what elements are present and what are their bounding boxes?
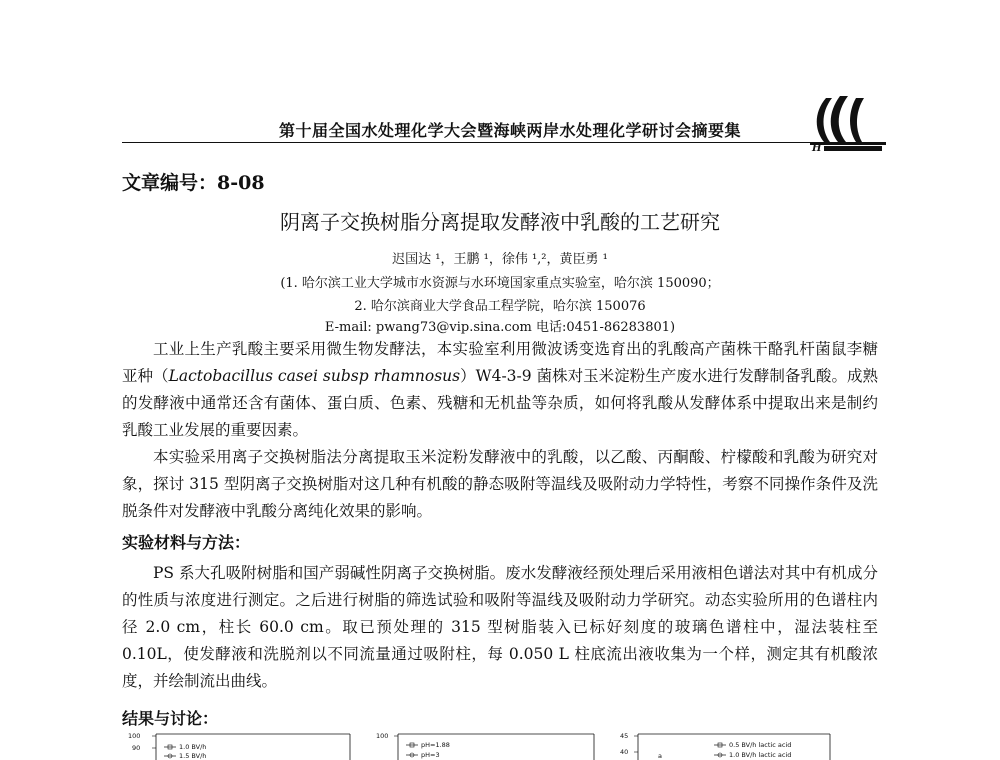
chart3-point-label: a [658,752,662,760]
header-rule [122,142,812,143]
chart2-ytick-label: 100 [376,732,389,740]
paragraph-intro [122,336,878,444]
chart1-ytick-label: 90 [132,744,141,752]
chart2-legend-label: pH=3 [421,751,440,759]
article-title: 阴离子交换树脂分离提取发酵液中乳酸的工艺研究 [280,210,720,234]
article-number: 文章编号：8-08 [122,172,265,194]
authors-line: 迟国达 ¹，王鹏 ¹，徐伟 ¹,²，黄臣勇 ¹ [392,252,608,267]
chart3-ytick-label: 40 [620,748,629,756]
chart1-svg [122,728,362,760]
paragraph-intro-part1: 工业上生产乳酸主要采用微生物发酵法，本实验室利用微波诱变选育出的乳酸高产菌株干酪乳杆菌鼠李糖亚种（ [122,340,878,385]
breakthrough-chart-flowrate [122,728,362,760]
breakthrough-chart-lactic-acid [612,728,834,760]
chart1-legend-label: 1.5 BV/h [179,752,207,760]
chart2-legend-label: pH=1.88 [421,741,450,749]
affiliation-2: 2. 哈尔滨商业大学食品工程学院，哈尔滨 150076 [354,299,646,314]
running-header-title: 第十届全国水处理化学大会暨海峡两岸水处理化学研讨会摘要集 [278,121,741,140]
chart1-legend-label: 1.0 BV/h [179,743,207,751]
chart3-svg [612,728,834,760]
heading-results: 结果与讨论： [122,709,219,728]
breakthrough-chart-ph [372,728,612,760]
chart3-ytick-label: 45 [620,732,629,740]
paragraph-methods: PS 系大孔吸附树脂和国产弱碱性阴离子交换树脂。废水发酵液经预处理后采用液相色谱法对其中有机成分的性质与浓度进行测定。之后进行树脂的筛选试验和吸附等温线及吸附动力学研究。动态实验所用的色谱柱内径 2.0 cm，柱长 60.0 cm。取已预处理的 315 型树脂装入已标好刻度的玻璃色谱柱中，湿法装柱至 0.10L，使发酵液和洗脱剂以不同流量通过吸附柱，每 0.050 L 柱底流出液收集为一个样，测定其有机酸浓度，并绘制流出曲线。 [122,564,878,690]
heading-methods: 实验材料与方法： [122,533,251,552]
affiliation-1: (1. 哈尔滨工业大学城市水资源与水环境国家重点实验室，哈尔滨 150090； [280,276,720,291]
chart3-legend-label: 1.0 BV/h lactic acid [729,751,792,759]
conference-logo [808,90,888,152]
paragraph-objective: 本实验采用离子交换树脂法分离提取玉米淀粉发酵液中的乳酸，以乙酸、丙酮酸、柠檬酸和乳酸为研究对象，探讨 315 型阴离子交换树脂对这几种有机酸的静态吸附等温线及吸附动力学特性，考察不同操作条件及洗脱条件对发酵液中乳酸分离纯化效果的影响。 [122,448,878,520]
paragraph-intro-part2: ）W4-3-9 菌株对玉米淀粉生产废水进行发酵制备乳酸。成熟的发酵液中通常还含有菌体、蛋白质、色素、残糖和无机盐等杂质，如何将乳酸从发酵体系中提取出来是制约乳酸工业发展的重要因素。 [122,367,878,439]
contact-line: E-mail: pwang73@vip.sina.com 电话:0451-86283801) [324,320,676,335]
logo-text: H [812,143,822,152]
chart3-legend-label: 0.5 BV/h lactic acid [729,741,792,749]
chart1-ytick-label: 100 [128,732,141,740]
species-name: Lactobacillus casei subsp rhamnosus [168,367,461,385]
chart2-svg [372,728,612,760]
